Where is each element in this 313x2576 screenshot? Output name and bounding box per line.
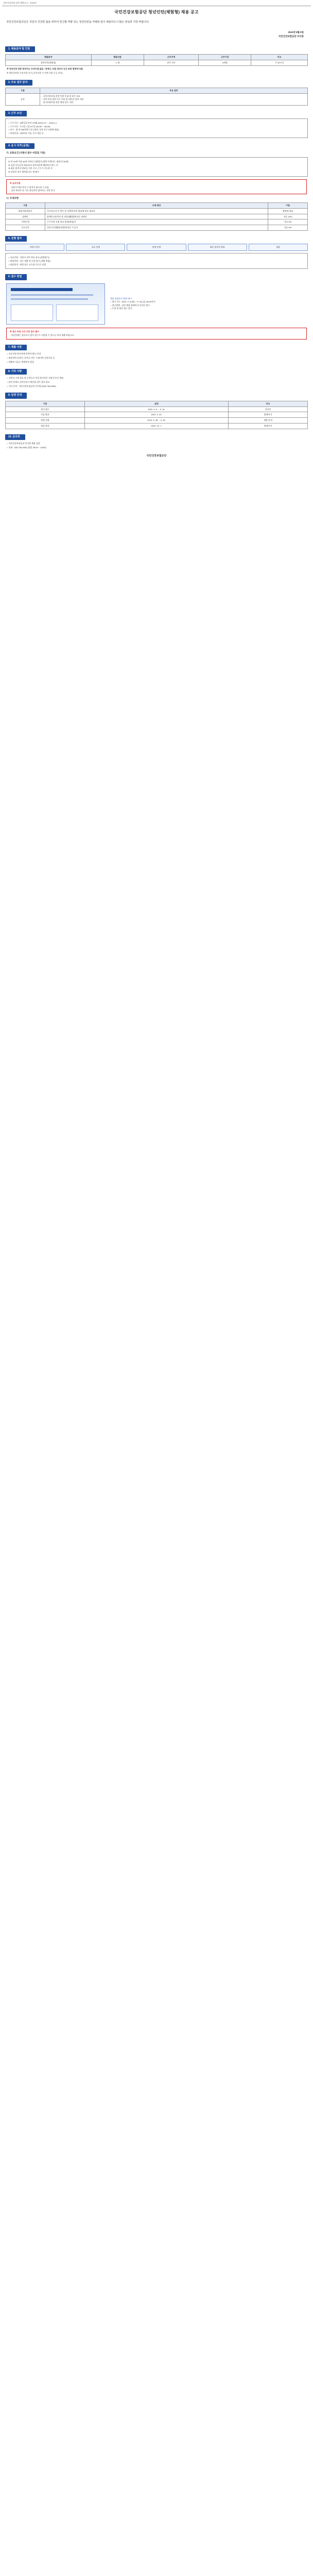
table-row bbox=[6, 94, 308, 105]
table-cell: 서류 5% bbox=[268, 219, 308, 225]
eligibility-box bbox=[5, 157, 308, 177]
recruitment-table bbox=[5, 54, 308, 66]
warning-box bbox=[6, 328, 307, 340]
table-header: 비고 bbox=[228, 401, 307, 406]
table-header: 구분 bbox=[6, 202, 45, 208]
table-header: 우대 대상 bbox=[45, 202, 268, 208]
table-cell: 공통 bbox=[6, 94, 40, 105]
section-title: 3. 근무 조건 bbox=[5, 111, 27, 116]
eligibility-line: ① 만 15세 이상 34세 이하인 미취업자 (병역 이행자는 최대 만 39세) bbox=[8, 160, 68, 163]
contact-line: ○ 국민건강보험공단 인사팀 채용 담당 bbox=[7, 442, 40, 445]
table-cell: 홈페이지 bbox=[228, 423, 307, 429]
table-row bbox=[6, 60, 308, 65]
section-recruitment-field bbox=[5, 46, 308, 75]
section-process bbox=[5, 236, 308, 269]
table-cell bbox=[40, 94, 308, 105]
table-row bbox=[6, 214, 308, 219]
table-cell: 국민기초생활보장법에 따른 수급자 bbox=[45, 225, 268, 231]
document-line: ○ 제출된 서류는 반환하지 않음 bbox=[7, 361, 34, 364]
process-step: 최종 합격자 발표 bbox=[188, 244, 247, 251]
document-page bbox=[2, 0, 311, 458]
table-cell: 온라인 bbox=[228, 406, 307, 412]
table-cell: 취업지원대상자 bbox=[6, 208, 45, 214]
thumb-header-bar bbox=[11, 288, 73, 291]
table-cell: 2022. 9. 28. ~ 9. 30. bbox=[85, 418, 229, 423]
table-cell: 법령에 따름 bbox=[268, 208, 308, 214]
table-row bbox=[6, 225, 308, 231]
section-title: 10. 문의처 bbox=[5, 434, 25, 440]
duty-line: - 국민건강보험 관련 민원 응대 및 업무 보조 bbox=[42, 95, 80, 98]
contact-line: ○ 전화 : 033-736-0000 (평일 09:00 ~ 18:00) bbox=[7, 446, 46, 449]
section-title: 5. 전형 절차 bbox=[5, 236, 27, 242]
table-header: 비고 bbox=[251, 55, 308, 60]
website-screenshot-image bbox=[6, 283, 105, 325]
application-line: ○ 우편 및 방문 접수 불가 bbox=[110, 307, 132, 310]
documents-list bbox=[5, 352, 308, 363]
section-etc bbox=[5, 369, 308, 388]
process-line: ○ 최종합격 : 면접 점수 고득점 순으로 선발 bbox=[8, 263, 46, 266]
table-header: 채용분야 bbox=[6, 55, 92, 60]
table-header: 가점 bbox=[268, 202, 308, 208]
section-title: 8. 기타 사항 bbox=[5, 369, 27, 375]
eligibility-line: ② 공단 인사규정 제11조의 결격사유에 해당하지 않는 자 bbox=[8, 163, 58, 166]
thumb-line bbox=[11, 298, 88, 300]
table-cell: 장애인고용촉진 및 직업재활법에 따른 장애인 bbox=[45, 214, 268, 219]
table-header: 주요 업무 bbox=[40, 88, 308, 94]
conditions-box bbox=[5, 118, 308, 138]
table-row bbox=[6, 208, 308, 214]
process-flow bbox=[5, 244, 308, 251]
thumb-line bbox=[11, 294, 93, 296]
table-cell: 2022. 9. 5. ~ 9. 16. bbox=[85, 406, 229, 412]
section-title: 4. 응시 자격 (공통) bbox=[5, 143, 34, 149]
application-description bbox=[110, 297, 307, 311]
subsection-title: 가. 공통요건 (지원서 접수 마감일 기준) bbox=[6, 151, 45, 155]
document-line: ○ 서류전형 합격자에 한하여 별도 안내 bbox=[7, 352, 41, 355]
table-cell: 최종 발표 bbox=[6, 423, 85, 429]
table-cell: ○○명 bbox=[91, 60, 144, 65]
process-line: ○ 면접전형 : 직무 역량 및 인성 평가 (개별 면접) bbox=[8, 259, 50, 262]
eligibility-line: ③ 최종 합격자 발표일 이후 즉시 근무가 가능한 자 bbox=[8, 167, 53, 170]
section-schedule bbox=[5, 393, 308, 429]
process-step: 지원서 접수 bbox=[5, 244, 64, 251]
warning-line: - 지원서 허위 작성 시 합격이 취소될 수 있음 bbox=[10, 185, 49, 189]
table-header: 근무기간 bbox=[199, 55, 251, 60]
condition-line: ○ 복리후생 : 4대보험 가입, 중식 제공 등 bbox=[8, 132, 44, 135]
section-duties bbox=[5, 80, 308, 105]
announcement-issuer: 국민건강보험공단 이사장 bbox=[278, 35, 304, 38]
table-header: 채용인원 bbox=[91, 55, 144, 60]
table-row bbox=[6, 219, 308, 225]
title-block bbox=[2, 6, 311, 19]
warning-line: - 공단 재직자 및 기존 청년인턴 참여자는 지원 불가 bbox=[10, 189, 55, 192]
section-title: 7. 제출 서류 bbox=[5, 345, 27, 350]
document-topbar: 국민건강보험 공단 채용공고 - 2022년 bbox=[2, 0, 311, 6]
application-line: ○ 접수방법 : 공단 채용 홈페이지 온라인 접수 bbox=[110, 303, 150, 307]
etc-line: ○ 지원서 기재 착오 및 누락으로 인한 불이익은 지원자 본인 책임 bbox=[7, 377, 64, 380]
condition-line: ○ 보수 : 월 약 180만원 수준 (세전, 공단 보수규정에 따름) bbox=[8, 128, 59, 131]
condition-line: ○ 근무기간 : 임용일로부터 4개월 (2022.10. ~ 2023.1.) bbox=[8, 121, 57, 124]
schedule-table bbox=[5, 401, 308, 429]
table-cell: 서류 10% bbox=[268, 214, 308, 219]
process-step: 임용 bbox=[249, 244, 308, 251]
table-cell: 원서 접수 bbox=[6, 406, 85, 412]
condition-line: ○ 근무시간 : 주 5일, 1일 8시간 (09:00 ~ 18:00) bbox=[8, 125, 50, 128]
thumb-panel bbox=[56, 304, 98, 321]
table-row bbox=[6, 412, 308, 418]
duty-line: - 자격·부과 관련 사무 처리 및 데이터 입력 지원 bbox=[42, 98, 84, 101]
table-cell: 홈페이지 bbox=[228, 412, 307, 418]
thumb-panel bbox=[11, 304, 53, 321]
application-line: ○ 접수기간 : 2022. 9. 5.(월) ~ 9. 16.(금) 18:00까지 bbox=[110, 300, 155, 303]
table-cell: 2022. 9. 23. bbox=[85, 412, 229, 418]
table-row bbox=[6, 406, 308, 412]
etc-line: ○ 기타 문의 : 국민건강보험공단 인사팀 (033-736-0000) bbox=[7, 384, 56, 387]
footer-agency: 국민건강보험공단 bbox=[146, 454, 167, 457]
process-step: 면접 전형 bbox=[127, 244, 186, 251]
section-title: 1. 채용분야 및 인원 bbox=[5, 46, 35, 52]
etc-line: ○ 합격 후에도 결격사유가 확인될 경우 합격 취소 bbox=[7, 380, 50, 383]
table-header: 구분 bbox=[6, 88, 40, 94]
table-row bbox=[6, 418, 308, 423]
process-line: ○ 서류전형 : 지원서 적격 여부 심사 (정량평가) bbox=[8, 256, 49, 259]
contact-list bbox=[5, 442, 308, 449]
duties-table bbox=[5, 88, 308, 105]
section-conditions bbox=[5, 111, 308, 138]
table-cell: 장애인 bbox=[6, 214, 45, 219]
table-cell: 서류 발표 bbox=[6, 412, 85, 418]
process-box bbox=[5, 253, 308, 269]
table-header: 일정 bbox=[85, 401, 229, 406]
section-documents bbox=[5, 345, 308, 364]
table-cell: 청년인턴(체험형) bbox=[6, 60, 92, 65]
table-cell: 저소득층 bbox=[6, 225, 45, 231]
note: ※ 채용분야별 중복지원 불가 (중복지원 시 전체 지원 무효 처리) bbox=[7, 72, 63, 75]
etc-list bbox=[5, 377, 308, 387]
section-title: 6. 접수 방법 bbox=[5, 274, 27, 280]
table-cell: 근무지역 소재 학교 졸업(예정)자 bbox=[45, 219, 268, 225]
document-line: ○ 최종학력 증명서, 자격증 사본, 우대사항 증빙서류 등 bbox=[7, 357, 55, 360]
table-cell: 주 40시간 bbox=[251, 60, 308, 65]
table-cell: 4개월 bbox=[199, 60, 251, 65]
table-cell: 지역인재 bbox=[6, 219, 45, 225]
table-row bbox=[6, 423, 308, 429]
intro-paragraph: 국민건강보험공단은 국민의 건강한 삶을 위하여 헌신할 역량 있는 청년인턴을 아래와 같이 채용하오니 많은 관심과 지원 바랍니다. bbox=[6, 21, 150, 24]
announcement-date: 2022년 9월 5일 bbox=[288, 31, 304, 34]
table-cell: 서류 5% bbox=[268, 225, 308, 231]
process-step: 서류 전형 bbox=[66, 244, 125, 251]
warning-title: ※ 유의사항 bbox=[10, 182, 21, 185]
section-application bbox=[5, 274, 308, 340]
section-title: 2. 주요 업무 분야 bbox=[5, 80, 32, 86]
table-cell: 면접 전형 bbox=[6, 418, 85, 423]
warning-line: - 마감일에는 접속자가 많아 접수가 지연될 수 있으니 미리 제출 바랍니다. bbox=[10, 334, 75, 337]
warning-title: ※ 접수 마감 시간 이후 접수 불가 bbox=[10, 330, 39, 333]
date-block bbox=[2, 26, 311, 41]
table-cell: 국가유공자 등 예우 및 지원에 관한 법률에 따른 대상자 bbox=[45, 208, 268, 214]
table-cell: 2022. 10. 7. bbox=[85, 423, 229, 429]
table-cell: 개별 안내 bbox=[228, 418, 307, 423]
note-red: ※ 청년인턴 최종 합격자는 우대가점 없음 / 장애인, 보훈 대상자 등은 관련 법령에 따름 bbox=[7, 67, 83, 70]
section-contact bbox=[5, 434, 308, 449]
preference-table bbox=[5, 202, 308, 231]
table-cell: 전국 지사 bbox=[144, 60, 199, 65]
eligibility-line: ④ 남성의 경우 병역필 또는 면제자 bbox=[8, 171, 39, 174]
warning-box bbox=[6, 179, 307, 194]
table-header: 근무지역 bbox=[144, 55, 199, 60]
subsection-title: 나. 우대사항 bbox=[6, 197, 19, 200]
duty-line: - 장기요양보험 관련 행정 업무 지원 bbox=[42, 100, 73, 104]
thumb-caption: 채용 홈페이지 화면 예시 bbox=[110, 297, 132, 300]
application-example bbox=[6, 283, 307, 325]
document-title: 국민건강보험공단 청년인턴(체험형) 채용 공고 bbox=[114, 9, 199, 14]
section-title: 9. 일정 안내 bbox=[5, 393, 27, 398]
table-header: 구분 bbox=[6, 401, 85, 406]
section-eligibility bbox=[5, 143, 308, 231]
